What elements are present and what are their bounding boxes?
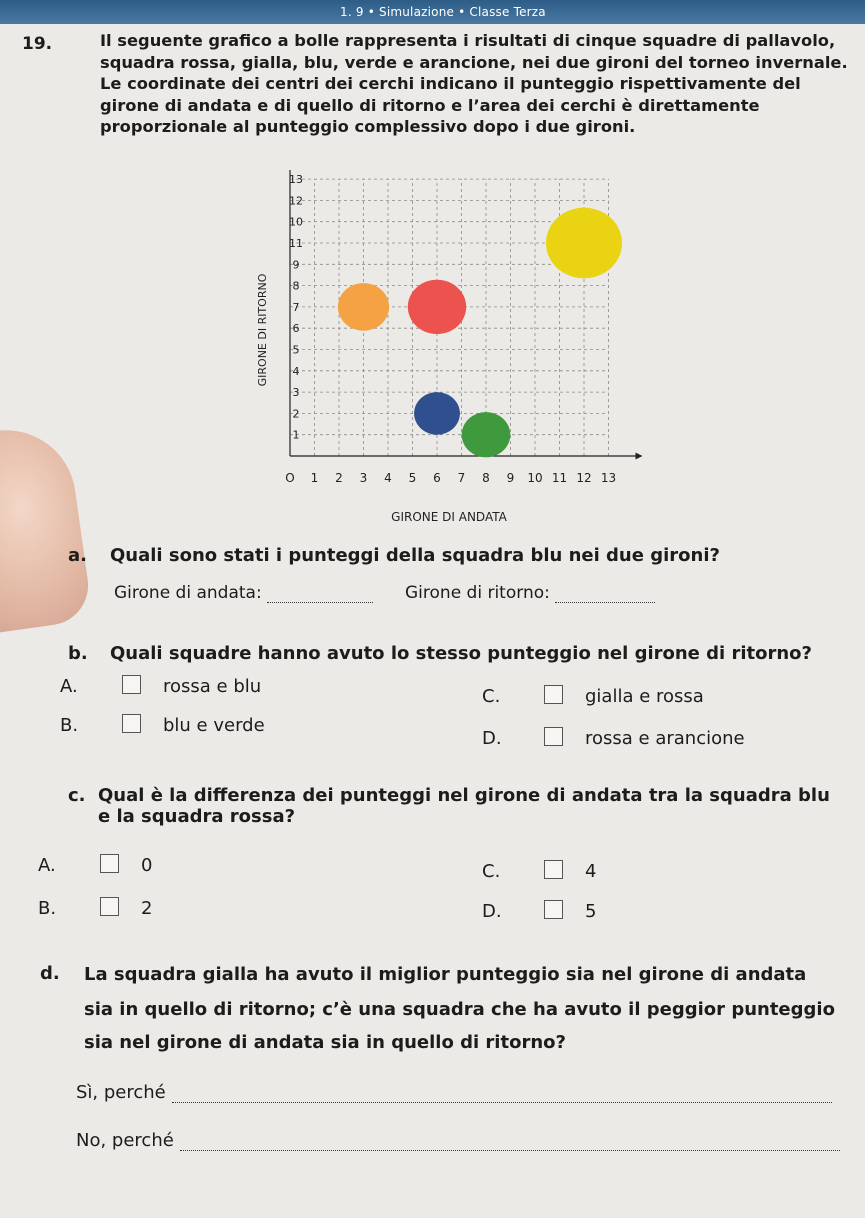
x-tick-label: 7 — [457, 471, 466, 485]
bubble-arancione — [338, 283, 389, 331]
part-c-letter: c. — [68, 785, 86, 806]
y-tick-label: 13 — [289, 173, 303, 187]
no-answer-line[interactable] — [180, 1150, 840, 1151]
y-tick-label: 8 — [292, 279, 300, 293]
part-a-letter: a. — [68, 545, 87, 566]
y-tick-label: 4 — [292, 364, 300, 378]
option-letter: C. — [482, 861, 501, 882]
x-tick-label: 5 — [408, 471, 417, 485]
part-b-option-d[interactable] — [482, 727, 745, 753]
option-letter: C. — [482, 686, 501, 707]
option-text: gialla e rossa — [585, 686, 704, 707]
x-tick-label: 1 — [310, 471, 319, 485]
part-b-option-c[interactable] — [482, 685, 704, 711]
option-text: 5 — [585, 901, 597, 922]
y-tick-label: 10 — [289, 215, 303, 229]
no-answer — [76, 1130, 840, 1151]
x-tick-label: 2 — [335, 471, 343, 485]
bubbles — [338, 208, 622, 458]
header-text: 1. 9 • Simulazione • Classe Terza — [340, 5, 546, 19]
ritorno-label: Girone di ritorno: — [405, 583, 550, 603]
y-axis-label: GIRONE DI RITORNO — [256, 273, 269, 387]
part-c-option-b[interactable] — [38, 897, 152, 923]
part-b-letter: b. — [68, 643, 88, 664]
option-letter: D. — [482, 901, 502, 922]
x-tick-labels — [285, 471, 616, 485]
y-tick-label: 9 — [292, 258, 300, 272]
checkbox[interactable] — [544, 727, 563, 746]
checkbox[interactable] — [100, 897, 119, 916]
y-tick-labels — [289, 173, 303, 442]
option-letter: B. — [38, 898, 57, 919]
x-tick-label: 8 — [482, 471, 490, 485]
x-tick-label: O — [285, 471, 295, 485]
part-a-question — [68, 545, 720, 566]
option-letter: D. — [482, 728, 502, 749]
part-c-option-d[interactable] — [482, 900, 596, 926]
y-tick-label: 5 — [292, 343, 300, 357]
thumb-photo — [0, 421, 93, 639]
y-tick-label: 6 — [292, 322, 300, 336]
andata-answer — [114, 583, 373, 603]
x-tick-label: 13 — [600, 471, 617, 485]
bubble-rossa — [408, 280, 466, 334]
andata-answer-line[interactable] — [267, 602, 373, 603]
option-text: blu e verde — [163, 715, 265, 736]
option-text: rossa e arancione — [585, 728, 745, 749]
part-b-text: Quali squadre hanno avuto lo stesso punteggio nel girone di ritorno? — [110, 643, 812, 664]
y-tick-label: 3 — [292, 386, 300, 400]
part-c-option-c[interactable] — [482, 860, 596, 886]
part-c-question-line1 — [68, 785, 830, 806]
ritorno-answer-line[interactable] — [555, 602, 655, 603]
yes-answer-line[interactable] — [172, 1102, 832, 1103]
part-c-text-line2: e la squadra rossa? — [98, 806, 296, 827]
option-letter: A. — [60, 676, 78, 697]
part-b-option-a[interactable] — [60, 675, 261, 701]
bubble-blu — [414, 392, 460, 435]
no-label: No, perché — [76, 1130, 174, 1151]
bubble-verde — [462, 412, 511, 457]
part-b-option-b[interactable] — [60, 714, 265, 740]
checkbox[interactable] — [100, 854, 119, 873]
ritorno-answer — [405, 583, 655, 603]
x-axis-label: GIRONE DI ANDATA — [391, 510, 507, 524]
option-text: 2 — [141, 898, 153, 919]
y-tick-label: 2 — [292, 407, 300, 421]
part-d-letter: d. — [40, 963, 60, 984]
x-tick-label: 9 — [506, 471, 515, 485]
option-text: 0 — [141, 855, 153, 876]
bubble-gialla — [546, 208, 622, 279]
y-tick-label: 1 — [292, 428, 300, 442]
option-text: rossa e blu — [163, 676, 262, 697]
x-tick-label: 12 — [576, 471, 592, 485]
part-d-text-line1: La squadra gialla ha avuto il miglior punteggio sia nel girone di andata — [84, 964, 807, 985]
part-c-text-line1: Qual è la differenza dei punteggi nel girone di andata tra la squadra blu — [98, 785, 830, 806]
yes-answer — [76, 1082, 832, 1103]
option-letter: B. — [60, 715, 79, 736]
part-c-option-a[interactable] — [38, 854, 152, 880]
checkbox[interactable] — [544, 860, 563, 879]
yes-label: Sì, perché — [76, 1082, 166, 1103]
y-tick-label: 7 — [292, 300, 300, 314]
checkbox[interactable] — [122, 714, 141, 733]
checkbox[interactable] — [122, 675, 141, 694]
x-tick-label: 6 — [433, 471, 441, 485]
checkbox[interactable] — [544, 685, 563, 704]
x-axis-arrow-icon — [636, 453, 643, 460]
option-letter: A. — [38, 855, 56, 876]
andata-label: Girone di andata: — [114, 583, 262, 603]
checkbox[interactable] — [544, 900, 563, 919]
part-d-text-line2: sia in quello di ritorno; c’è una squadra che ha avuto il peggior punteggio — [84, 999, 835, 1020]
x-tick-label: 3 — [359, 471, 368, 485]
question-intro: Il seguente grafico a bolle rappresenta i risultati di cinque squadre di pallavolo, squadra rossa, gialla, blu, verde e arancione, nei due gironi del torneo invernale. Le coordinate dei centri dei cerchi indicano il punteggio rispettivamente del girone di andata e di quello di ritorno e l’area dei cerchi è direttamente proporzionale al punteggio complessivo dopo i due gironi. — [100, 31, 848, 136]
x-tick-label: 11 — [551, 471, 568, 485]
part-d-text-line3: sia nel girone di andata sia in quello di ritorno? — [84, 1032, 566, 1053]
question-number: 19. — [22, 34, 53, 54]
y-tick-label: 11 — [289, 237, 303, 250]
x-tick-label: 10 — [527, 471, 543, 485]
bubble-chart — [240, 170, 660, 530]
part-a-text: Quali sono stati i punteggi della squadra blu nei due gironi? — [110, 545, 720, 566]
y-tick-label: 12 — [289, 194, 303, 208]
option-text: 4 — [585, 861, 597, 882]
x-tick-label: 4 — [384, 471, 392, 485]
part-b-question — [68, 643, 812, 664]
